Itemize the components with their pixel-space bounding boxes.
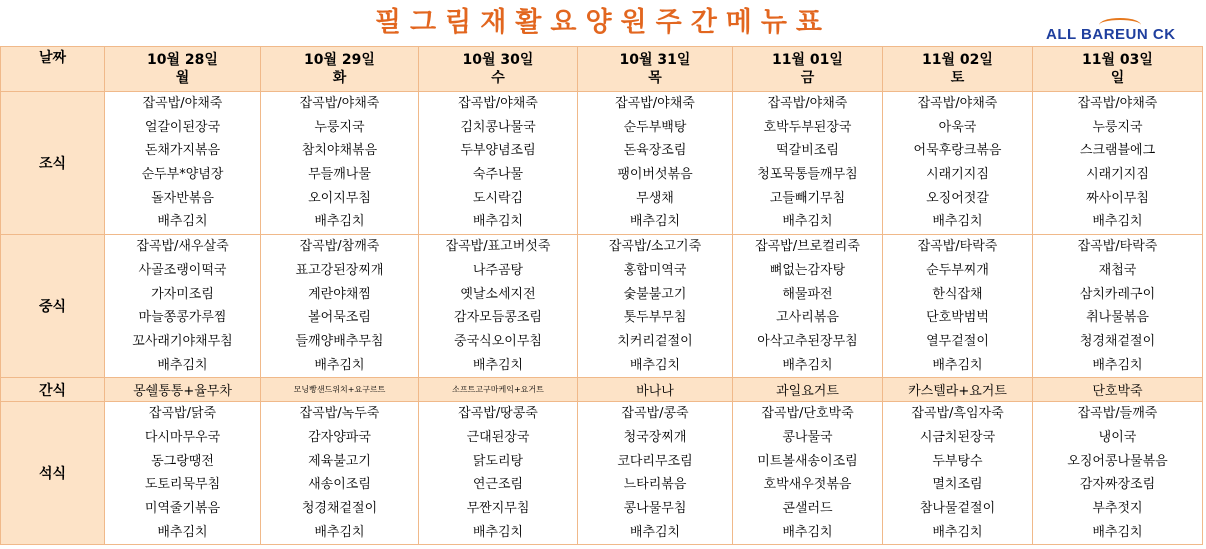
- menu-item: 새송이조림: [308, 477, 371, 493]
- day-date: 10월 31일: [619, 52, 691, 68]
- menu-item: 호박새우젓볶음: [763, 477, 852, 493]
- menu-item: 사골조랭이떡국: [138, 262, 227, 278]
- snack-day-cell: 모닝빵샌드위치+요구르트: [261, 378, 419, 402]
- menu-item: 표고강된장찌개: [295, 262, 384, 278]
- menu-item: 느타리볶음: [623, 477, 687, 493]
- menu-item: 무들깨나물: [308, 167, 371, 183]
- dinner-day-cell: [261, 402, 419, 545]
- menu-item: 미역줄기볶음: [144, 501, 221, 516]
- menu-item: 청국장찌개: [623, 429, 687, 445]
- menu-item: 배추김치: [157, 357, 208, 373]
- menu-item: 잡곡밥/야채죽: [458, 96, 538, 111]
- menu-item: 참나물겉절이: [919, 501, 996, 516]
- day-header: [261, 47, 419, 92]
- menu-item: 잡곡밥/야채죽: [142, 96, 223, 111]
- menu-item: 돌자반볶음: [151, 190, 214, 206]
- menu-item: 돈채가지볶음: [144, 143, 221, 159]
- menu-item: 잡곡밥/야채죽: [1077, 96, 1158, 111]
- dinner-row: [1, 402, 1203, 545]
- menu-item: 누룽지국: [1092, 119, 1143, 135]
- menu-item: 두부탕수: [932, 453, 983, 469]
- day-weekday: 목: [648, 70, 662, 86]
- menu-item: 무생채: [636, 190, 674, 206]
- lunch-row: [1, 235, 1203, 378]
- menu-item: 삼치카레구이: [1079, 286, 1156, 302]
- menu-item: 배추김치: [782, 357, 833, 373]
- dinner-label: 석식: [1, 402, 105, 545]
- menu-item: 참치야채볶음: [301, 143, 378, 159]
- menu-item: 잡곡밥/참깨죽: [299, 239, 380, 255]
- day-weekday: 화: [332, 70, 347, 86]
- menu-item: 배추김치: [629, 524, 681, 540]
- menu-item: 동그랑땡전: [151, 453, 214, 469]
- menu-item: 잡곡밥/콩죽: [621, 406, 689, 422]
- dinner-day-cell: [578, 402, 733, 545]
- menu-item: 팽이버섯볶음: [617, 167, 693, 183]
- menu-item: 콩나물국: [782, 429, 833, 445]
- menu-item: 냉이국: [1098, 429, 1137, 445]
- day-weekday: 금: [800, 70, 815, 86]
- logo-text: ALL BAREUN CK: [1046, 26, 1176, 43]
- menu-item: 누룽지국: [314, 119, 365, 135]
- header-row: [1, 47, 1203, 92]
- lunch-day-cell: [733, 235, 883, 378]
- day-date: 10월 30일: [462, 52, 534, 68]
- breakfast-day-cell: [419, 92, 578, 235]
- menu-item: 두부양념조림: [460, 143, 536, 159]
- menu-item: 톳두부무침: [623, 310, 687, 326]
- menu-item: 들깨양배추무침: [295, 333, 384, 349]
- day-date: 11월 02일: [922, 52, 993, 68]
- snack-day-cell: 카스텔라+요거트: [883, 378, 1033, 402]
- menu-item: 옛날소세지전: [460, 286, 536, 302]
- menu-item: 배추김치: [314, 357, 365, 373]
- menu-item: 숙주나물: [472, 167, 524, 183]
- menu-item: 배추김치: [782, 214, 833, 230]
- dinner-day-cell: [419, 402, 578, 545]
- day-weekday: 일: [1110, 70, 1125, 86]
- day-header: [733, 47, 883, 92]
- day-weekday: 토: [950, 70, 965, 86]
- menu-item: 배추김치: [157, 214, 208, 230]
- menu-item: 돈육장조림: [623, 143, 687, 159]
- breakfast-day-cell: [733, 92, 883, 235]
- menu-item: 닭도리탕: [472, 453, 524, 469]
- breakfast-row: [1, 92, 1203, 235]
- menu-item: 부추젓지: [1092, 501, 1143, 516]
- menu-item: 계란야채찜: [308, 286, 371, 302]
- menu-item: 오이지무침: [308, 190, 371, 206]
- menu-item: 시래기지짐: [926, 167, 989, 183]
- menu-item: 잡곡밥/야채죽: [615, 96, 695, 111]
- lunch-day-cell: [883, 235, 1033, 378]
- menu-item: 배추김치: [472, 524, 524, 540]
- day-header: [1033, 47, 1203, 92]
- dinner-day-cell: [733, 402, 883, 545]
- menu-item: 호박두부된장국: [763, 119, 852, 135]
- menu-item: 배추김치: [932, 357, 983, 373]
- breakfast-day-cell: [883, 92, 1033, 235]
- menu-item: 배추김치: [1092, 524, 1143, 540]
- menu-item: 마늘쫑콩가루찜: [138, 310, 227, 326]
- day-header: [105, 47, 261, 92]
- snack-day-cell: 과일요거트: [733, 378, 883, 402]
- page-title: 필그림재활요양원주간메뉴표: [374, 7, 832, 38]
- menu-item: 떡갈비조림: [776, 143, 839, 159]
- day-header: [883, 47, 1033, 92]
- lunch-day-cell: [419, 235, 578, 378]
- menu-item: 아욱국: [938, 119, 977, 135]
- menu-item: 잡곡밥/타락죽: [1077, 239, 1158, 255]
- menu-item: 잡곡밥/새우살죽: [136, 239, 229, 255]
- menu-item: 잡곡밥/야채죽: [917, 96, 998, 111]
- breakfast-day-cell: [1033, 92, 1203, 235]
- snack-day-cell: 바나나: [578, 378, 733, 402]
- lunch-day-cell: [261, 235, 419, 378]
- breakfast-day-cell: [578, 92, 733, 235]
- day-weekday: 월: [175, 70, 190, 86]
- menu-item: 치커리겉절이: [617, 333, 693, 349]
- menu-item: 오징어젓갈: [926, 190, 989, 206]
- menu-item: 배추김치: [472, 357, 524, 373]
- menu-item: 꼬사래기야채무침: [132, 333, 233, 349]
- menu-item: 무짠지무침: [466, 501, 530, 516]
- menu-item: 취나물볶음: [1086, 310, 1149, 326]
- day-header: [578, 47, 733, 92]
- menu-item: 시금치된장국: [919, 429, 996, 445]
- menu-item: 배추김치: [1092, 214, 1143, 230]
- menu-item: 근대된장국: [466, 429, 530, 445]
- brand-logo: [1046, 26, 1176, 46]
- menu-item: 한식잡채: [932, 286, 983, 302]
- menu-item: 해물파전: [782, 286, 833, 302]
- dinner-day-cell: [883, 402, 1033, 545]
- menu-item: 배추김치: [629, 357, 681, 373]
- menu-item: 잡곡밥/표고버섯죽: [445, 239, 551, 255]
- lunch-day-cell: [1033, 235, 1203, 378]
- menu-item: 홍합미역국: [623, 262, 687, 278]
- menu-item: 열무겉절이: [926, 333, 989, 349]
- menu-item: 잡곡밥/소고기죽: [608, 239, 702, 255]
- dinner-day-cell: [1033, 402, 1203, 545]
- menu-item: 순두부찌개: [926, 262, 989, 278]
- menu-item: 잡곡밥/단호박죽: [761, 406, 854, 422]
- snack-day-cell: 몽쉘통통+율무차: [105, 378, 261, 402]
- menu-item: 콩나물무침: [623, 501, 687, 516]
- menu-item: 배추김치: [472, 214, 524, 230]
- menu-item: 감자짜장조림: [1079, 477, 1156, 493]
- menu-item: 청경채겉절이: [301, 501, 378, 516]
- menu-item: 잡곡밥/들깨죽: [1077, 406, 1158, 422]
- menu-item: 배추김치: [314, 524, 365, 540]
- breakfast-label: 조식: [1, 92, 105, 235]
- snack-day-cell: 소프트고구마케익+요거트: [419, 378, 578, 402]
- day-date: 10월 28일: [147, 52, 218, 68]
- menu-item: 청포묵통들깨무침: [757, 167, 858, 183]
- menu-item: 청경채겉절이: [1079, 333, 1156, 349]
- menu-item: 볼어묵조림: [308, 310, 371, 326]
- day-date: 11월 03일: [1082, 52, 1153, 68]
- snack-day-cell: 단호박죽: [1033, 378, 1203, 402]
- menu-item: 순두부백탕: [623, 119, 687, 135]
- menu-item: 어묵후랑크볶음: [913, 143, 1002, 159]
- menu-item: 잡곡밥/닭죽: [148, 406, 217, 422]
- menu-item: 제육불고기: [308, 453, 371, 469]
- menu-item: 잡곡밥/땅콩죽: [458, 406, 538, 422]
- menu-item: 중국식오이무침: [454, 333, 542, 349]
- menu-item: 도시락김: [472, 190, 524, 206]
- menu-item: 배추김치: [314, 214, 365, 230]
- menu-item: 오징어콩나물볶음: [1067, 453, 1168, 469]
- date-header-label: 날짜: [1, 47, 105, 92]
- menu-item: 배추김치: [157, 524, 208, 540]
- menu-item: 짜사이무침: [1086, 190, 1149, 206]
- menu-item: 잡곡밥/야채죽: [299, 96, 380, 111]
- day-header: [419, 47, 578, 92]
- menu-item: 멸치조림: [932, 477, 983, 493]
- menu-item: 순두부*양념장: [141, 167, 224, 183]
- lunch-day-cell: [105, 235, 261, 378]
- weekly-menu-table: [0, 46, 1203, 545]
- menu-item: 배추김치: [782, 524, 833, 540]
- menu-item: 얼갈이된장국: [144, 119, 221, 135]
- snack-row: [1, 378, 1203, 402]
- menu-item: 시래기지짐: [1086, 167, 1149, 183]
- logo-arc: [1099, 18, 1141, 32]
- menu-item: 단호박범벅: [926, 310, 989, 326]
- menu-item: 김치콩나물국: [460, 119, 536, 135]
- lunch-day-cell: [578, 235, 733, 378]
- menu-item: 잡곡밥/흑임자죽: [911, 406, 1004, 422]
- day-date: 10월 29일: [304, 52, 375, 68]
- menu-item: 뼈없는감자탕: [769, 262, 846, 278]
- menu-item: 잡곡밥/타락죽: [917, 239, 998, 255]
- menu-item: 감자양파국: [308, 429, 371, 445]
- menu-item: 배추김치: [1092, 357, 1143, 373]
- day-date: 11월 01일: [772, 52, 843, 68]
- menu-item: 코다리무조림: [617, 453, 693, 469]
- menu-item: 고사리볶음: [776, 310, 839, 326]
- menu-item: 잡곡밥/브로컬리죽: [755, 239, 860, 255]
- menu-item: 스크램블에그: [1079, 143, 1156, 159]
- menu-item: 잡곡밥/녹두죽: [299, 406, 380, 422]
- menu-item: 가자미조림: [151, 286, 214, 302]
- menu-item: 잡곡밥/야채죽: [767, 96, 848, 111]
- menu-item: 배추김치: [629, 214, 681, 230]
- dinner-day-cell: [105, 402, 261, 545]
- menu-item: 도토리묵무침: [144, 477, 221, 493]
- day-weekday: 수: [491, 70, 505, 86]
- menu-item: 미트볼새송이조림: [757, 453, 858, 469]
- breakfast-day-cell: [105, 92, 261, 235]
- lunch-label: 중식: [1, 235, 105, 378]
- menu-item: 콘샐러드: [782, 501, 833, 516]
- menu-item: 배추김치: [932, 524, 983, 540]
- menu-item: 나주곰탕: [472, 262, 524, 278]
- menu-item: 재첩국: [1098, 262, 1137, 278]
- menu-item: 아삭고추된장무침: [757, 333, 858, 349]
- menu-item: 고들빼기무침: [769, 190, 846, 206]
- menu-item: 숯불불고기: [623, 286, 687, 302]
- menu-item: 감자모듬콩조림: [454, 310, 542, 326]
- menu-item: 배추김치: [932, 214, 983, 230]
- snack-label: 간식: [1, 378, 105, 402]
- breakfast-day-cell: [261, 92, 419, 235]
- menu-item: 다시마무우국: [144, 429, 221, 445]
- menu-item: 연근조림: [472, 477, 524, 493]
